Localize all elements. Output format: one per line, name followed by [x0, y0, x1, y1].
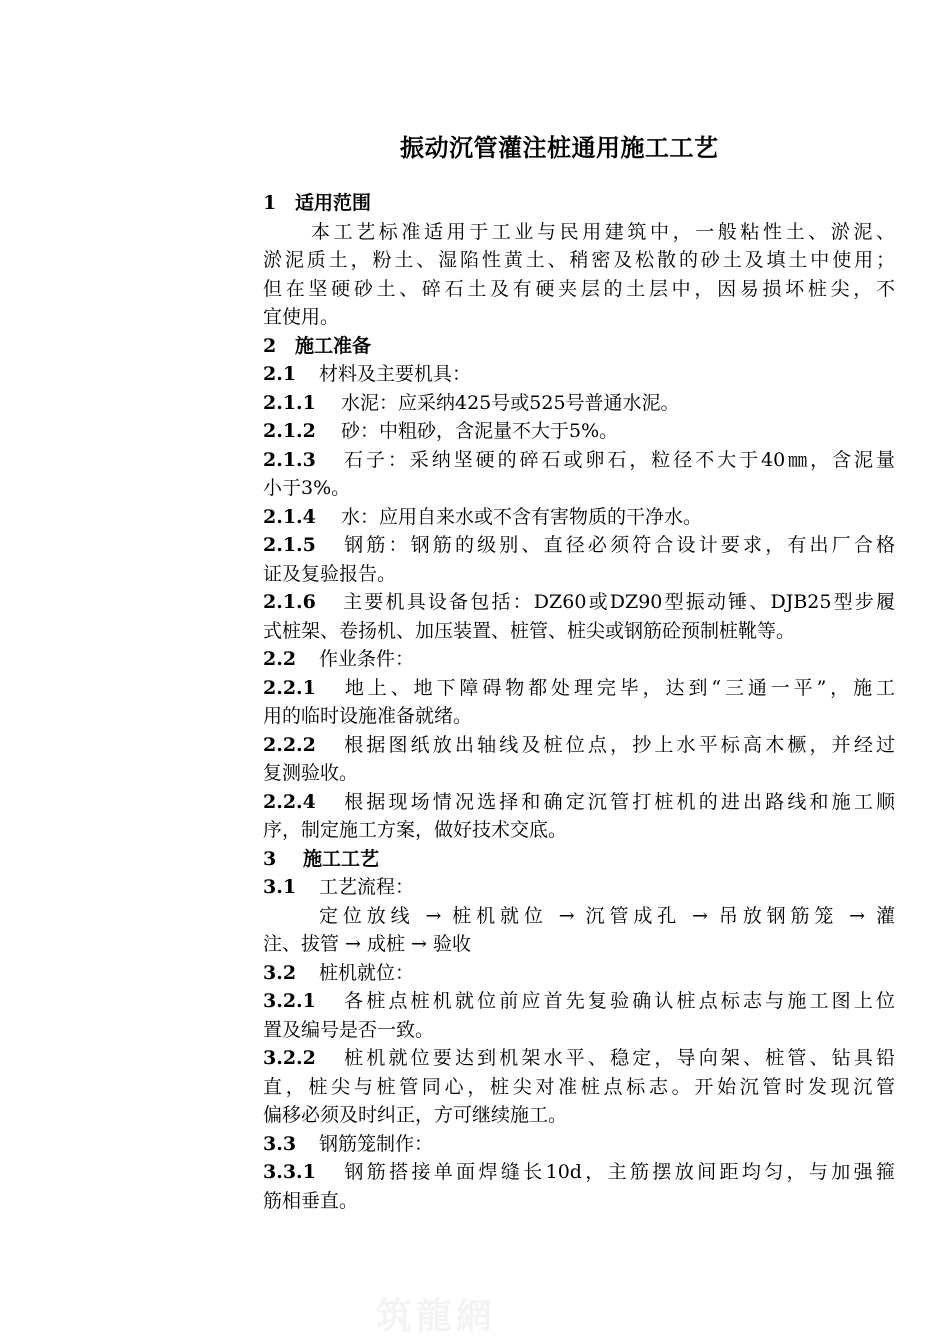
- item-text: 石子：采纳坚硬的碎石或卵石，粒径不大于40㎜，含泥量: [341, 448, 895, 471]
- subsection-2-1: [263, 360, 895, 389]
- section-number: 1: [263, 192, 277, 214]
- paragraph-line: 序，制定施工方案，做好技术交底。: [263, 819, 568, 841]
- item-number: 2.2.4: [263, 790, 316, 813]
- paragraph-line: 证及复验报告。: [263, 562, 397, 585]
- item-text: 材料及主要机具：: [319, 363, 472, 385]
- item-3-2-1: [263, 987, 895, 1016]
- paragraph-line: 复测验收。: [263, 762, 359, 784]
- section-title: 适用范围: [295, 192, 372, 214]
- item-text: 水泥：应采纳425号或525号普通水泥。: [341, 391, 680, 414]
- item-text: 钢筋：钢筋的级别、直径必须符合设计要求，有出厂合格: [341, 534, 895, 556]
- item-2-1-5: [263, 531, 895, 560]
- item-text: 钢筋笼制作：: [319, 1132, 434, 1155]
- item-number: 3.1: [263, 876, 297, 898]
- item-number: 2.1.6: [263, 591, 316, 613]
- paragraph-line: 直，桩尖与桩管同心，桩尖对准桩点标志。开始沉管时发现沉管: [263, 1075, 895, 1098]
- document-title: 振动沉管灌注桩通用施工工艺: [400, 133, 719, 162]
- paragraph-line: 式桩架、卷扬机、加压装置、桩管、桩尖或钢筋砼预制桩靴等。: [263, 619, 796, 642]
- paragraph-line: 但在坚硬砂土、碎石土及有硬夹层的土层中，因易损坏桩尖，不: [263, 277, 895, 300]
- item-number: 2.2.2: [263, 733, 316, 756]
- item-text: 桩机就位要达到机架水平、稳定，导向架、桩管、钻具铅: [341, 1047, 895, 1069]
- item-text: 各桩点桩机就位前应首先复验确认桩点标志与施工图上位: [341, 990, 895, 1012]
- item-number: 2.1.4: [263, 505, 316, 528]
- item-2-1-4: [263, 503, 895, 532]
- subsection-3-3: [263, 1130, 895, 1159]
- section-title: 施工工艺: [303, 847, 380, 870]
- item-text: 根据现场情况选择和确定沉管打桩机的进出路线和施工顺: [341, 790, 895, 813]
- item-2-1-2: [263, 417, 895, 446]
- item-text: 主要机具设备包括：DZ60或DZ90型振动锤、DJB25型步履: [341, 591, 895, 613]
- item-text: 工艺流程：: [319, 876, 415, 898]
- paragraph-line: 小于3%。: [263, 477, 351, 499]
- item-number: 2.1.2: [263, 420, 316, 442]
- paragraph-line: 置及编号是否一致。: [263, 1018, 435, 1041]
- section-title: 施工准备: [295, 334, 372, 357]
- paragraph-line: 本工艺标准适用于工业与民用建筑中，一般粘性土、淤泥、: [311, 220, 895, 243]
- item-2-1-3: [263, 446, 895, 475]
- paragraph-line: 筋相垂直。: [263, 1189, 359, 1212]
- section-heading-2: [263, 332, 895, 361]
- item-number: 3.3: [263, 1132, 297, 1155]
- item-number: 2.2.1: [263, 676, 316, 699]
- item-number: 3.2.2: [263, 1047, 316, 1069]
- item-number: 2.1: [263, 363, 297, 385]
- section-heading-3: [263, 845, 895, 874]
- item-2-1-1: [263, 389, 895, 418]
- item-text: 地上、地下障碍物都处理完毕，达到“三通一平”，施工: [341, 676, 895, 699]
- subsection-3-1: [263, 873, 895, 902]
- item-text: 水：应用自来水或不含有害物质的干净水。: [341, 505, 703, 528]
- process-flow-line: 定位放线 → 桩机就位 → 沉管成孔 → 吊放钢筋笼 → 灌: [319, 904, 895, 927]
- section-number: 3: [263, 847, 277, 870]
- item-3-2-2: [263, 1044, 895, 1073]
- item-3-3-1: [263, 1158, 895, 1187]
- paragraph-line: 宜使用。: [263, 306, 340, 328]
- paragraph-line: 用的临时设施准备就绪。: [263, 705, 473, 727]
- subsection-2-2: [263, 645, 895, 674]
- section-number: 2: [263, 334, 277, 357]
- item-number: 2.1.3: [263, 448, 316, 471]
- item-number: 3.2: [263, 961, 297, 984]
- item-number: 2.2: [263, 648, 297, 670]
- item-number: 2.1.5: [263, 534, 316, 556]
- item-2-1-6: [263, 588, 895, 617]
- item-2-2-4: [263, 788, 895, 817]
- process-flow-line: 注、拔管 → 成桩 → 验收: [263, 933, 471, 955]
- document-body: [263, 189, 895, 1215]
- item-number: 3.3.1: [263, 1161, 316, 1183]
- subsection-3-2: [263, 959, 895, 988]
- item-text: 作业条件：: [319, 648, 415, 670]
- item-number: 3.2.1: [263, 990, 316, 1012]
- item-2-2-1: [263, 674, 895, 703]
- item-text: 桩机就位：: [319, 961, 415, 984]
- paragraph-line: 淤泥质土，粉土、湿陷性黄土、稍密及松散的砂土及填土中使用；: [263, 249, 895, 271]
- paragraph-line: 偏移必须及时纠正，方可继续施工。: [263, 1104, 568, 1126]
- item-text: 砂：中粗砂，含泥量不大于5%。: [341, 420, 619, 442]
- watermark: 筑龍網: [376, 1295, 497, 1337]
- item-text: 钢筋搭接单面焊缝长10d，主筋摆放间距均匀，与加强箍: [341, 1161, 895, 1183]
- item-text: 根据图纸放出轴线及桩位点，抄上水平标高木橛，并经过: [341, 733, 895, 756]
- item-number: 2.1.1: [263, 391, 316, 414]
- section-heading-1: [263, 189, 895, 218]
- item-2-2-2: [263, 731, 895, 760]
